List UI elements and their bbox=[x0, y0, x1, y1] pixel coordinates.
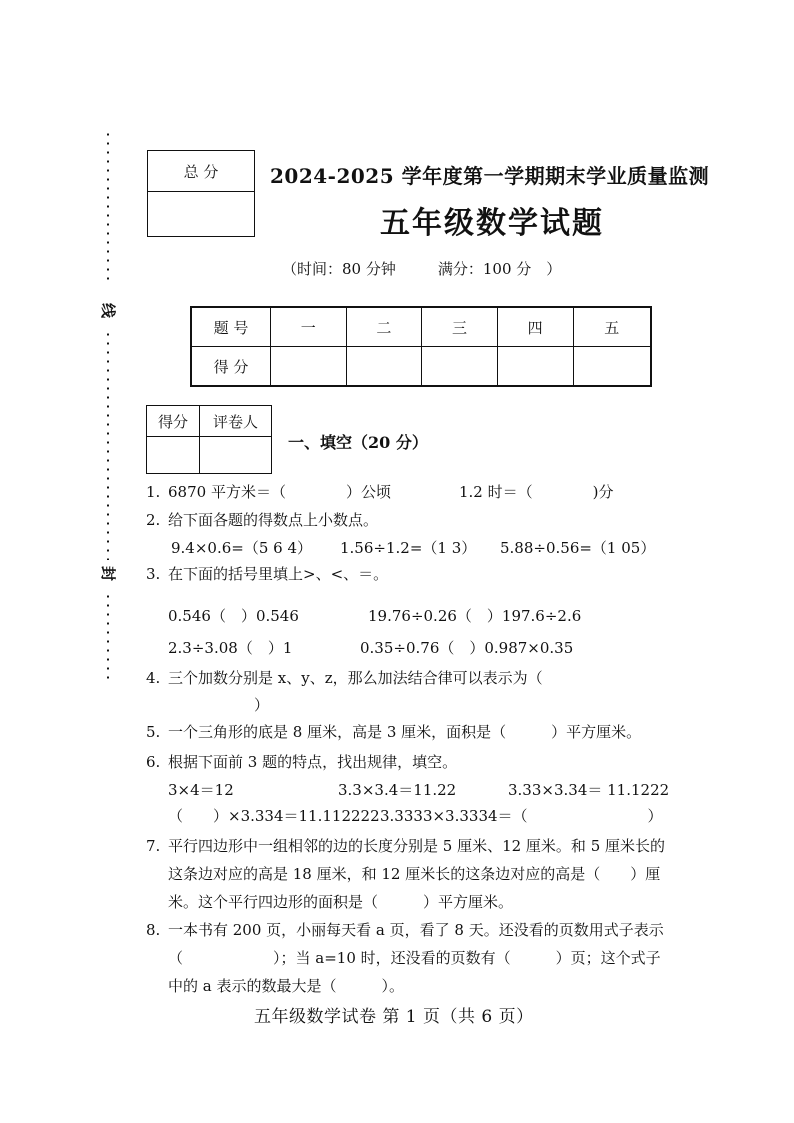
question-8-line-3: 中的 a 表示的数最大是（ ）。 bbox=[168, 977, 404, 995]
question-1 bbox=[146, 482, 391, 502]
score-cell[interactable] bbox=[422, 347, 498, 387]
question-6-item-b: 3.3×3.4＝11.22 bbox=[338, 781, 457, 799]
question-6-item-e: 3.3333×3.3334＝（ ） bbox=[380, 807, 663, 825]
question-7-line-1: 平行四边形中一组相邻的边的长度分别是 5 厘米、12 厘米。和 5 厘米长的 bbox=[168, 837, 666, 855]
question-3 bbox=[146, 564, 388, 584]
exam-subtitle: 五年级数学试题 bbox=[380, 206, 604, 241]
question-number: 1. bbox=[146, 483, 161, 501]
score-table-col-4: 四 bbox=[497, 307, 573, 347]
score-table-col-2: 二 bbox=[346, 307, 422, 347]
binding-dots-bottom bbox=[107, 592, 109, 685]
question-number: 2. bbox=[146, 511, 161, 529]
question-2 bbox=[146, 510, 378, 530]
question-4-line-2: ） bbox=[254, 696, 270, 714]
question-3-item-d: 0.35÷0.76（ ）0.987×0.35 bbox=[360, 639, 574, 657]
grade-grader-cell bbox=[200, 437, 272, 474]
question-number: 6. bbox=[146, 753, 161, 771]
question-number: 5. bbox=[146, 723, 161, 741]
score-table-col-1: 一 bbox=[271, 307, 347, 347]
total-score-box bbox=[147, 150, 255, 237]
question-1-part-a: 6870 平方米＝（ ）公顷 bbox=[168, 483, 391, 501]
question-8-line-1: 一本书有 200 页，小丽每天看 a 页，看了 8 天。还没看的页数用式子表示 bbox=[168, 921, 664, 939]
question-3-text: 在下面的括号里填上>、<、＝。 bbox=[168, 565, 389, 583]
question-5-text: 一个三角形的底是 8 厘米，高是 3 厘米，面积是（ ）平方厘米。 bbox=[168, 723, 642, 741]
score-table bbox=[190, 306, 652, 387]
score-cell[interactable] bbox=[271, 347, 347, 387]
exam-full-score: 满分：100 分 ） bbox=[437, 260, 562, 278]
section-title: 一、填空（20 分） bbox=[288, 433, 428, 452]
question-number: 8. bbox=[146, 921, 161, 939]
score-table-header-row bbox=[191, 307, 651, 347]
question-4 bbox=[146, 668, 543, 688]
score-cell[interactable] bbox=[497, 347, 573, 387]
grade-score-cell bbox=[147, 437, 200, 474]
question-number: 4. bbox=[146, 669, 161, 687]
question-6-text: 根据下面前 3 题的特点，找出规律，填空。 bbox=[168, 753, 458, 771]
total-score-label: 总 分 bbox=[148, 151, 255, 192]
total-score-value bbox=[148, 192, 255, 237]
question-number: 3. bbox=[146, 565, 161, 583]
grade-score-label: 得分 bbox=[147, 406, 200, 437]
question-8-line-2: （ ）；当 a=10 时，还没看的页数有（ ）页；这个式子 bbox=[168, 949, 661, 967]
binding-char-feng: 封 bbox=[99, 565, 118, 582]
score-table-col-5: 五 bbox=[573, 307, 651, 347]
question-8 bbox=[146, 920, 664, 940]
question-6-item-d: （ ）×3.334＝11.112222 bbox=[168, 807, 380, 825]
question-2-item-c: 5.88÷0.56=（1 05） bbox=[500, 539, 656, 557]
question-3-item-b: 19.76÷0.26（ ）197.6÷2.6 bbox=[368, 607, 582, 625]
exam-info bbox=[282, 258, 561, 279]
binding-dots-top bbox=[107, 130, 109, 280]
score-table-score-row bbox=[191, 347, 651, 387]
question-6 bbox=[146, 752, 457, 772]
question-4-line-1: 三个加数分别是 x、y、z，那么加法结合律可以表示为（ bbox=[168, 669, 543, 687]
question-2-item-b: 1.56÷1.2=（1 3） bbox=[340, 539, 477, 557]
binding-line bbox=[99, 130, 118, 685]
question-1-part-b: 1.2 时＝（ )分 bbox=[459, 483, 614, 501]
question-2-item-a: 9.4×0.6=（5 6 4） bbox=[171, 539, 313, 557]
score-table-row-label: 题 号 bbox=[191, 307, 271, 347]
binding-dots-middle bbox=[107, 330, 109, 560]
grade-grader-label: 评卷人 bbox=[200, 406, 272, 437]
page-footer: 五年级数学试卷 第 1 页（共 6 页） bbox=[254, 1007, 534, 1027]
question-3-item-c: 2.3÷3.08（ ）1 bbox=[168, 639, 293, 657]
score-cell[interactable] bbox=[573, 347, 651, 387]
binding-char-xian: 线 bbox=[99, 302, 118, 319]
score-table-col-3: 三 bbox=[422, 307, 498, 347]
question-number: 7. bbox=[146, 837, 161, 855]
question-7-line-3: 米。这个平行四边形的面积是（ ）平方厘米。 bbox=[168, 893, 514, 911]
exam-title: 2024-2025 学年度第一学期期末学业质量监测 bbox=[270, 164, 710, 188]
question-6-item-a: 3×4＝12 bbox=[168, 781, 234, 799]
score-table-row-label: 得 分 bbox=[191, 347, 271, 387]
question-5 bbox=[146, 722, 641, 742]
question-3-item-a: 0.546（ ）0.546 bbox=[168, 607, 299, 625]
section-grade-box bbox=[146, 405, 272, 474]
question-7-line-2: 这条边对应的高是 18 厘米，和 12 厘米长的这条边对应的高是（ ）厘 bbox=[168, 865, 661, 883]
score-cell[interactable] bbox=[346, 347, 422, 387]
exam-time: （时间：80 分钟 bbox=[282, 260, 396, 278]
question-2-text: 给下面各题的得数点上小数点。 bbox=[168, 511, 379, 529]
question-6-item-c: 3.33×3.34＝ 11.1222 bbox=[508, 781, 670, 799]
question-7 bbox=[146, 836, 665, 856]
